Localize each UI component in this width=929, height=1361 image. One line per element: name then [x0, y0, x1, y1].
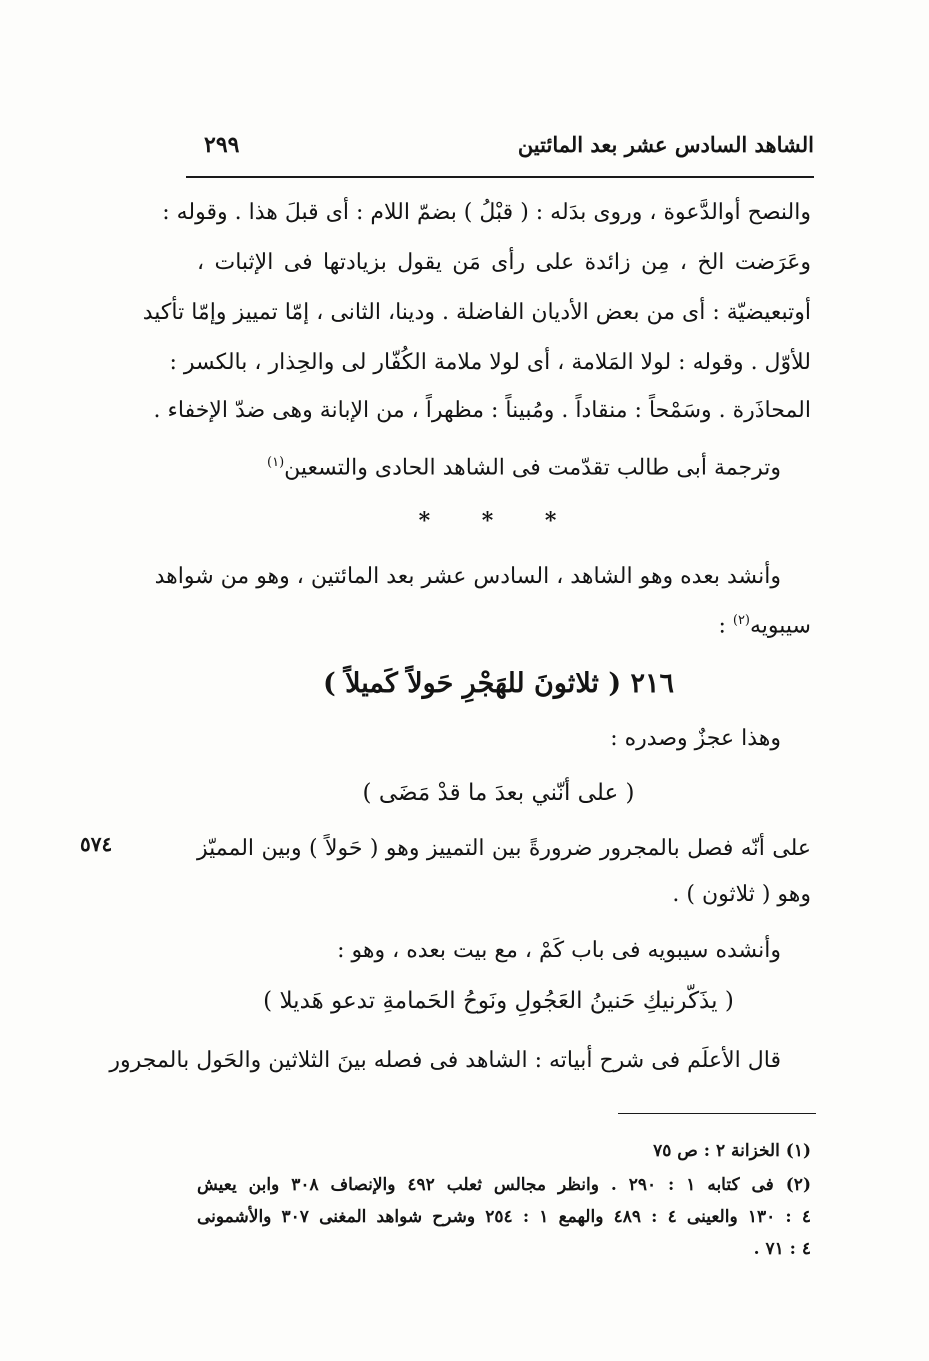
- footnote-1: (١) الخزانة ٢ : ص ٧٥: [653, 1141, 811, 1161]
- sadr-verse: ( على أنّني بعدَ ما قدْ مَضَى ): [362, 780, 635, 806]
- sibawayh-line: وأنشده سيبويه فى باب كَمْ ، مع بيت بعده ، وهو :: [337, 938, 781, 963]
- margin-number: ٥٧٤: [80, 832, 113, 856]
- footnote-ref-1: (١): [267, 455, 285, 470]
- footnote-ref-2: (٢): [732, 613, 750, 628]
- footnote-2-line-1: (٢) فى كتابه ١ : ٢٩٠ . وانظر مجالس ثعلب ٤٩٢ والإنصاف ٣٠٨ وابن يعيش: [197, 1175, 811, 1195]
- intro-line-1: وأنشد بعده وهو الشاهد ، السادس عشر بعد المائتين ، وهو من شواهد: [154, 564, 781, 589]
- body-line-5: المحاذَرة . وسَمْحاً : منقاداً . ومُبيناً : مظهراً ، من الإبانة وهى ضدّ الإخفاء .: [153, 398, 811, 423]
- footnote-rule: [618, 1113, 816, 1114]
- translation-note-text: وترجمة أبى طالب تقدّمت فى الشاهد الحادى والتسعين: [284, 455, 781, 481]
- body-line-2: وعَرَضت الخ ، مِن زائدة على رأى مَن يقول بزيادتها فى الإثبات ،: [197, 250, 811, 275]
- body-line-3: أوتبعيضيّة : أى من بعض الأديان الفاضلة . ودينا، الثانى ، إمّا تمييز وإمّا تأكيد: [142, 300, 811, 325]
- page-number: ٢٩٩: [204, 132, 240, 158]
- sadr-intro: وهذا عجزٌ وصدره :: [610, 726, 781, 751]
- shahid-number: ٢١٦: [630, 668, 675, 699]
- analysis-line-1: على أنّه فصل بالمجرور ضرورةً بين التمييز وهو ( حَولاً ) وبين المميّز: [197, 836, 811, 861]
- alam-line: قال الأعلَم فى شرح أبياته : الشاهد فى فصله بينَ الثلاثين والحَول بالمجرور: [109, 1048, 781, 1073]
- intro-line-2-text: سيبويه: [750, 613, 811, 639]
- shahid-verse: ( ثلاثونَ للهَجْرِ حَولاً كَميلاً ): [322, 668, 622, 699]
- intro-line-2-tail: :: [718, 613, 733, 639]
- body-line-4: للأوّل . وقوله : لولا المَلامة ، أى لولا ملامة الكُفّار لى والحِذار ، بالكسر :: [169, 350, 811, 375]
- intro-line-2: [718, 606, 811, 641]
- header-rule: [186, 176, 814, 178]
- translation-note: [267, 448, 781, 483]
- body-line-1: والنصح أوالدَّعوة ، وروى بدَله : ( قبْلُ ) بضمّ اللام : أى قبلَ هذا . وقوله :: [162, 200, 811, 225]
- footnote-2-line-3: ٤ : ٧١ .: [753, 1239, 811, 1259]
- shahid-heading: [186, 664, 811, 704]
- analysis-line-2: وهو ( ثلاثون ) .: [672, 882, 811, 907]
- footnote-2-line-2: ٤ : ١٣٠ والعينى ٤ : ٤٨٩ والهمع ١ : ٢٥٤ وشرح شواهد المغنى ٣٠٧ والأشمونى: [197, 1207, 811, 1227]
- running-title: الشاهد السادس عشر بعد المائتين: [517, 132, 814, 157]
- running-header: [186, 126, 814, 170]
- second-verse: ( يذَكّرنيكِ حَنينُ العَجُولِ ونَوحُ الحَمامةِ تدعو هَديلا ): [263, 988, 734, 1014]
- section-separator: * * *: [418, 508, 579, 534]
